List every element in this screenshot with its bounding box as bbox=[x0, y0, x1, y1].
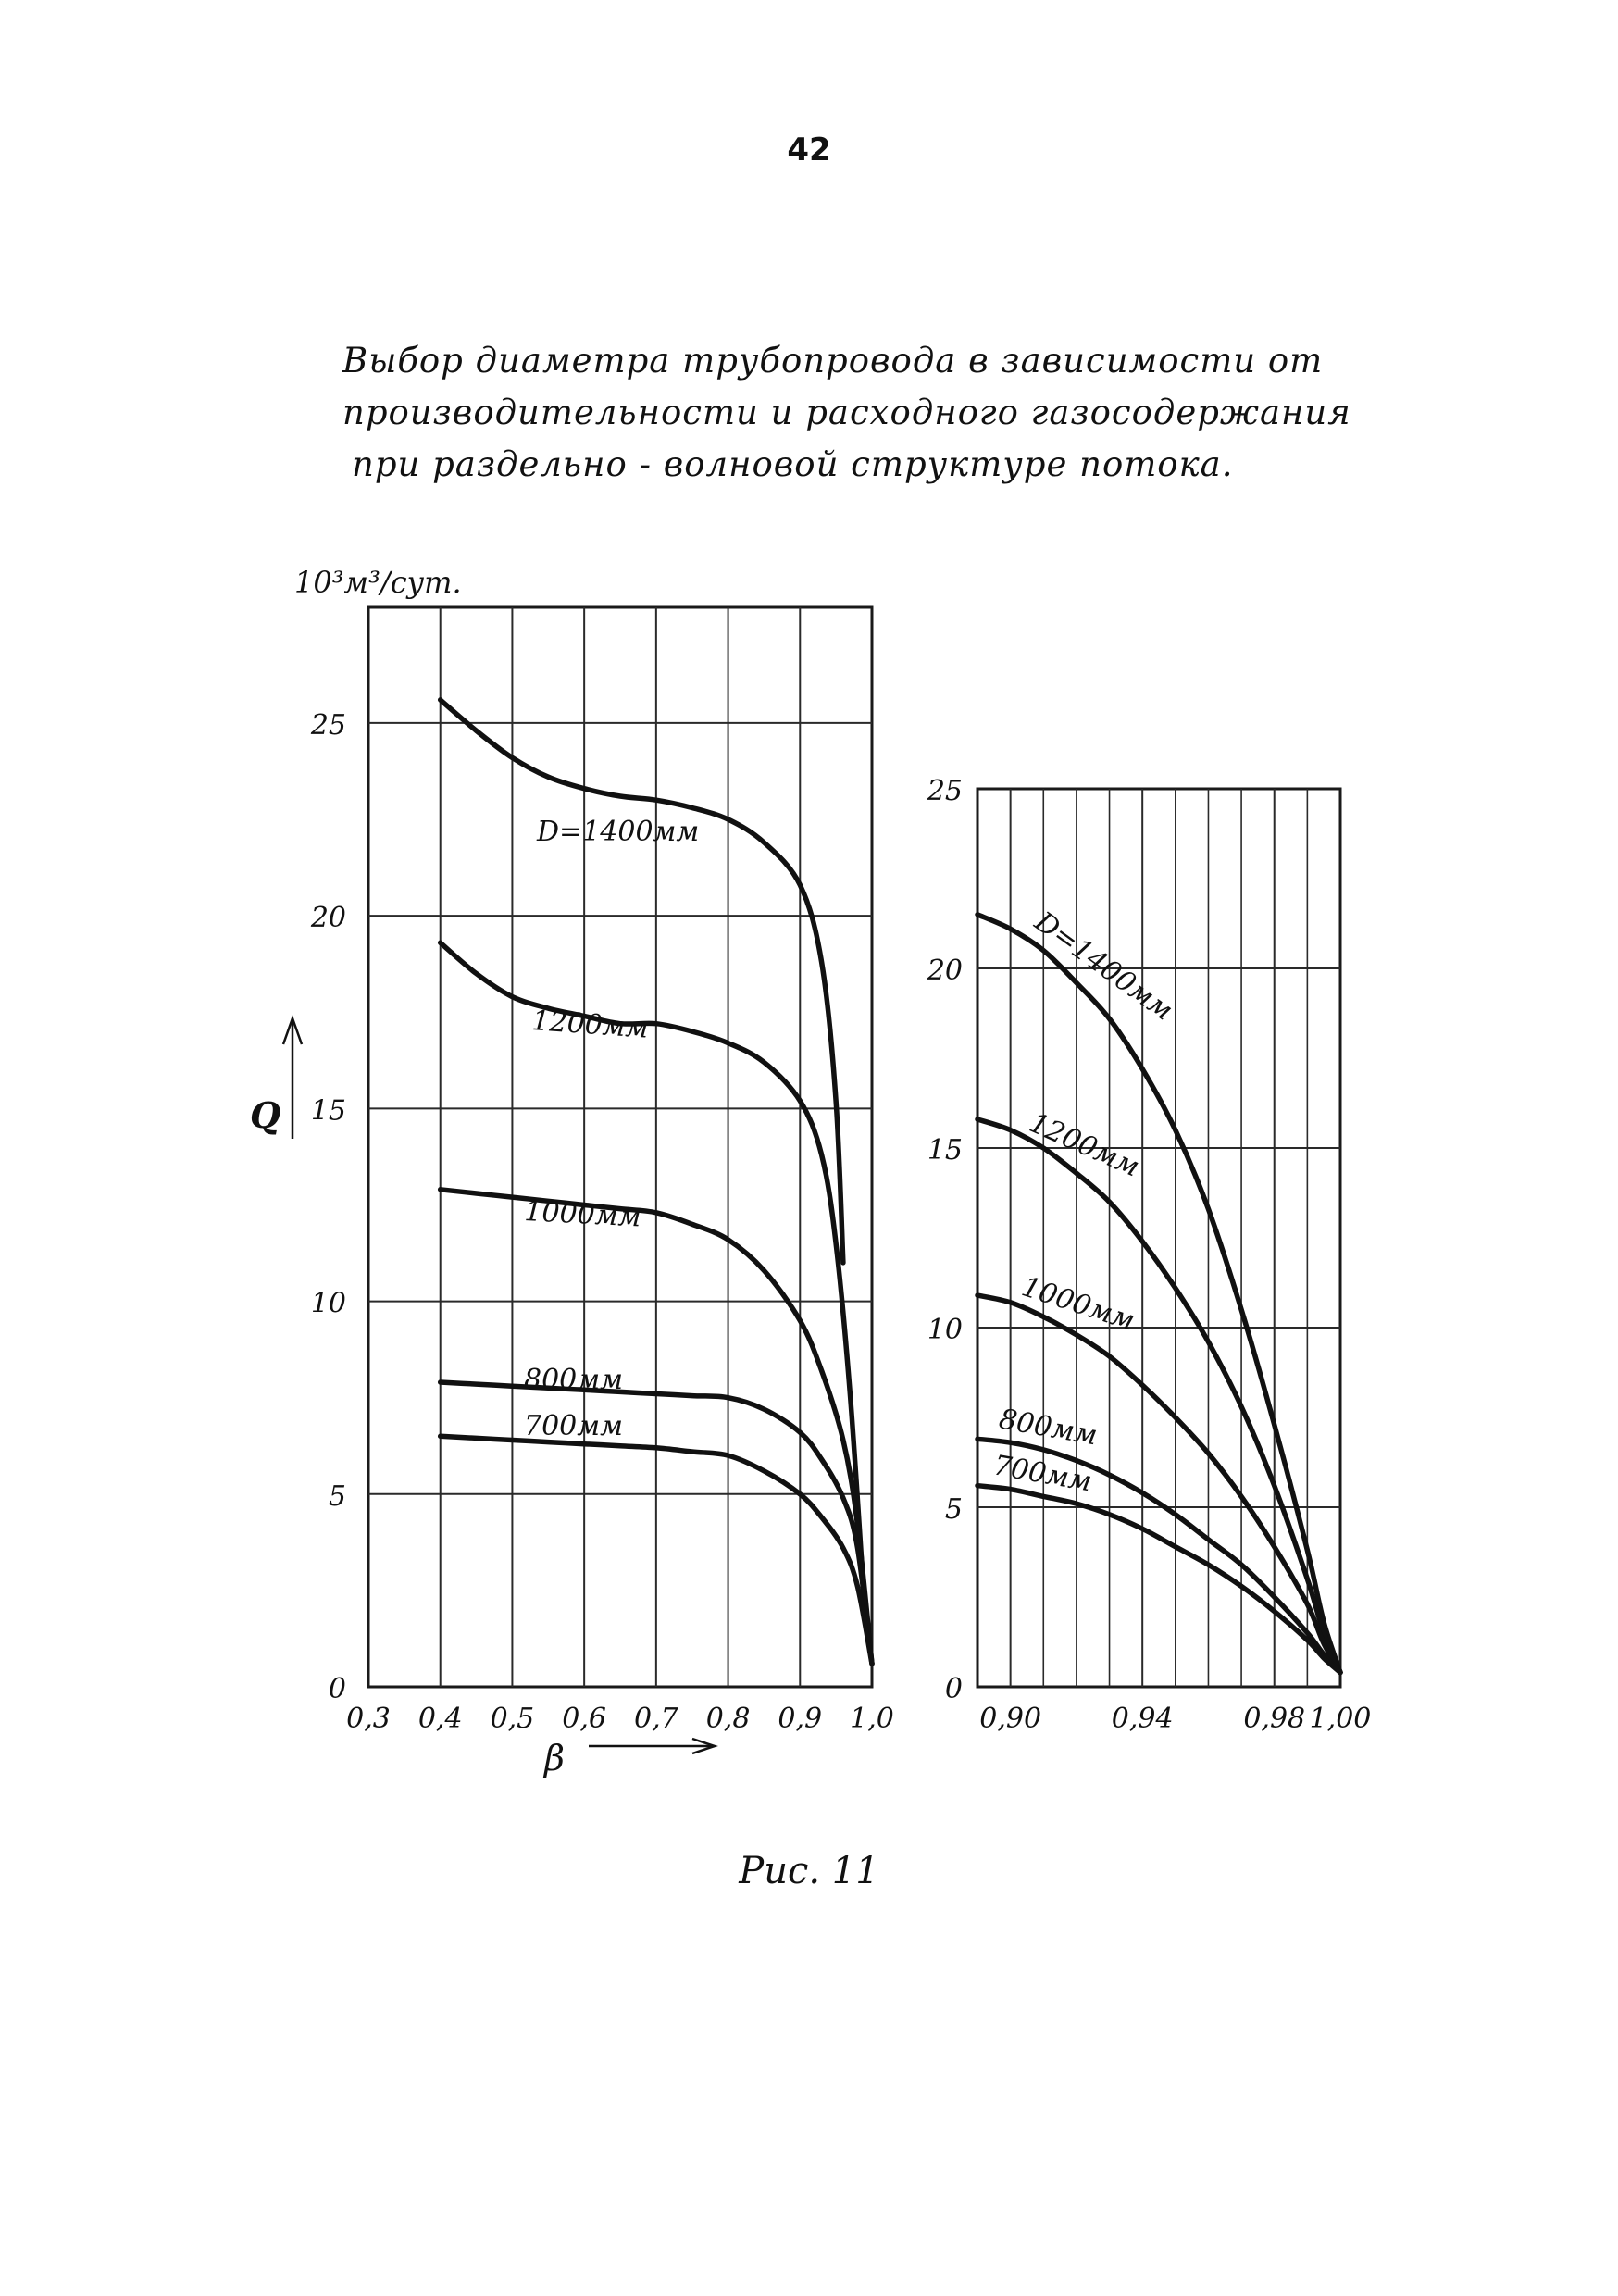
left-y-tick-label: 10 bbox=[310, 1287, 346, 1320]
right-series-label: D=1400мм bbox=[1028, 905, 1179, 1028]
right-series-label: 1000мм bbox=[1017, 1270, 1139, 1338]
right-x-tick-label: 0,94 bbox=[1111, 1703, 1174, 1735]
y-axis-unit-label: 10³м³/сут. bbox=[294, 565, 462, 600]
right-x-tick-label: 0,90 bbox=[979, 1703, 1042, 1735]
title-line-2: производительности и расходного газосодержания bbox=[342, 393, 1351, 432]
right-chart-panel bbox=[927, 775, 1372, 1735]
right-y-tick-label: 10 bbox=[927, 1314, 963, 1346]
figure-caption: Рис. 11 bbox=[739, 1850, 879, 1892]
x-axis-label: β bbox=[544, 1738, 565, 1778]
left-series-label: 1000мм bbox=[523, 1195, 642, 1234]
left-y-tick-label: 5 bbox=[328, 1479, 346, 1513]
title-line-1: Выбор диаметра трубопровода в зависимости от bbox=[342, 341, 1324, 381]
left-x-tick-label: 1,0 bbox=[850, 1703, 894, 1735]
left-series-label: 700мм bbox=[524, 1410, 624, 1442]
y-axis-label: Q bbox=[250, 1094, 281, 1136]
right-y-tick-label: 20 bbox=[927, 955, 963, 987]
left-series-label: D=1400мм bbox=[537, 816, 700, 848]
right-y-tick-label: 0 bbox=[944, 1673, 963, 1705]
right-y-tick-label: 5 bbox=[944, 1493, 963, 1526]
left-y-tick-label: 15 bbox=[310, 1094, 346, 1128]
right-x-tick-label: 0,98 bbox=[1243, 1703, 1306, 1735]
right-series-line-1200мм bbox=[977, 1119, 1340, 1673]
left-x-tick-label: 0,3 bbox=[346, 1703, 391, 1735]
right-y-tick-label: 25 bbox=[927, 775, 963, 807]
left-x-tick-label: 0,6 bbox=[562, 1703, 607, 1735]
page-number: 42 bbox=[787, 131, 831, 168]
right-series-label: 1200мм bbox=[1024, 1106, 1145, 1184]
left-plot-frame bbox=[368, 607, 872, 1687]
left-series-label: 1200мм bbox=[530, 1004, 650, 1045]
right-series-label: 700мм bbox=[990, 1449, 1095, 1499]
left-y-tick-label: 25 bbox=[310, 708, 346, 742]
left-x-tick-label: 0,4 bbox=[417, 1703, 463, 1735]
left-x-tick-label: 0,7 bbox=[633, 1703, 678, 1735]
left-y-tick-label: 0 bbox=[328, 1673, 346, 1705]
right-x-tick-label: 1,00 bbox=[1309, 1703, 1372, 1735]
right-series-label: 800мм bbox=[996, 1403, 1101, 1453]
right-plot-frame bbox=[977, 789, 1340, 1687]
left-series-line-1200мм bbox=[441, 942, 865, 1609]
left-x-tick-label: 0,5 bbox=[490, 1703, 535, 1735]
left-x-tick-label: 0,8 bbox=[705, 1703, 751, 1735]
right-y-tick-label: 15 bbox=[927, 1134, 963, 1167]
left-series-line-d-1400мм bbox=[441, 700, 843, 1263]
left-x-tick-label: 0,9 bbox=[778, 1703, 823, 1735]
left-y-tick-label: 20 bbox=[310, 902, 346, 935]
title-line-3: при раздельно - волновой структуре потока. bbox=[352, 444, 1234, 484]
left-series-label: 800мм bbox=[524, 1364, 624, 1396]
left-chart-panel bbox=[250, 565, 894, 1778]
